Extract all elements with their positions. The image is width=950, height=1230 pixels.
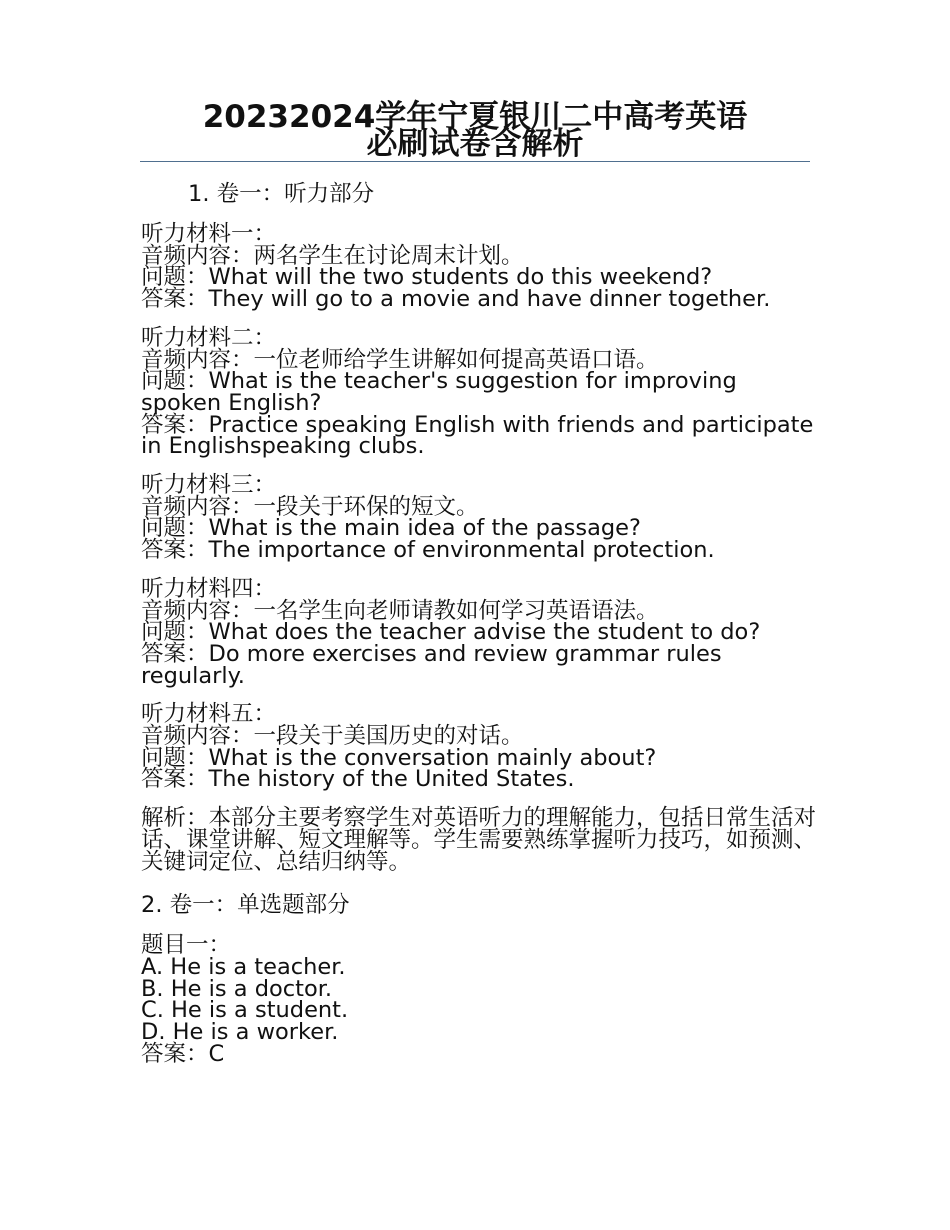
material-question: 问题：What does the teacher advise the student to do? (141, 619, 761, 646)
title-line-1: 20232024学年宁夏银川二中高考英语 (202, 99, 748, 135)
material-answer: 答案：The history of the United States. (141, 766, 575, 793)
material-label: 听力材料三： (141, 472, 277, 499)
listening-analysis: 解析：本部分主要考察学生对英语听力的理解能力，包括日常生活对话、课堂讲解、短文理解等。学生需要熟练掌握听力技巧，如预测、关键词定位、总结归纳等。 (141, 805, 817, 875)
document-title (140, 99, 810, 162)
material-answer: 答案：The importance of environmental protection. (141, 537, 715, 564)
material-audio: 音频内容：一段关于美国历史的对话。 (141, 723, 524, 750)
material-audio: 音频内容：一位老师给学生讲解如何提高英语口语。 (141, 346, 659, 373)
material-question: 问题：What is the conversation mainly about? (141, 744, 657, 771)
material-label: 听力材料一： (141, 221, 277, 247)
single-choice-question-1 (141, 932, 816, 1067)
material-label: 听力材料二： (141, 324, 277, 351)
material-question: 问题：What is the teacher's suggestion for improving spoken English? (141, 368, 737, 416)
material-answer: 答案：Practice speaking English with friends and participate in Englishspeaking clubs. (141, 411, 814, 460)
listening-material-1 (141, 221, 816, 313)
title-divider (140, 161, 810, 162)
material-audio: 音频内容：一段关于环保的短文。 (141, 493, 479, 520)
section-heading-listening: 1. 卷一：听力部分 (188, 181, 375, 207)
listening-material-3 (141, 472, 816, 564)
question-answer: 答案：C (141, 1040, 225, 1067)
material-answer: 答案：They will go to a movie and have dinner together. (141, 286, 771, 313)
material-audio: 音频内容：一名学生向老师请教如何学习英语语法。 (141, 597, 659, 624)
material-question: 问题：What is the main idea of the passage? (141, 515, 641, 542)
material-question: 问题：What will the two students do this weekend? (141, 264, 713, 291)
material-audio: 音频内容：两名学生在讨论周末计划。 (141, 242, 524, 269)
title-line-2: 必刷试卷含解析 (366, 126, 584, 162)
section-heading-single-choice: 2. 卷一：单选题部分 (141, 892, 350, 919)
material-label: 听力材料五： (141, 701, 277, 728)
material-answer: 答案：Do more exercises and review grammar rules regularly. (141, 640, 722, 689)
option-b: B. He is a doctor. (141, 975, 333, 1002)
question-label: 题目一： (141, 932, 232, 959)
option-c: C. He is a student. (141, 997, 349, 1024)
listening-material-2 (141, 324, 816, 460)
document-body (141, 180, 816, 1083)
material-label: 听力材料四： (141, 575, 277, 602)
listening-material-4 (141, 575, 816, 689)
option-d: D. He is a worker. (141, 1019, 339, 1046)
option-a: A. He is a teacher. (141, 953, 346, 980)
listening-material-5 (141, 701, 816, 793)
